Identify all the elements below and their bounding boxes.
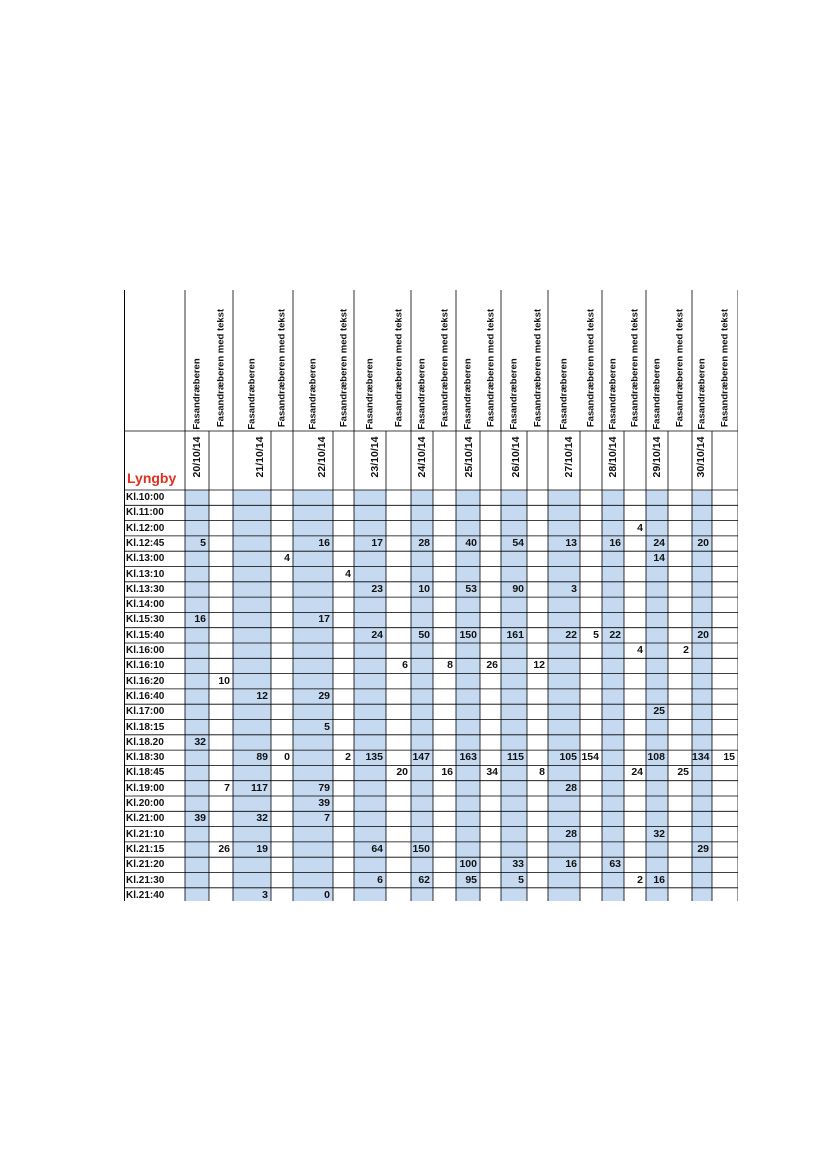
- column-date: 24/10/14: [416, 436, 428, 478]
- row-time-label: Kl.18:15: [126, 721, 165, 733]
- table-cell-value: 5: [200, 536, 206, 549]
- shaded-column: [501, 490, 527, 901]
- column-header-label: Fasandræberen med tekst: [393, 308, 404, 428]
- shaded-column: [411, 490, 433, 901]
- table-cell-value: 7: [224, 781, 230, 794]
- table-cell-value: 54: [512, 536, 524, 549]
- table-cell-value: 29: [318, 689, 330, 702]
- table-cell-value: 26: [486, 659, 498, 672]
- table-cell-value: 135: [365, 751, 383, 764]
- table-cell-value: 5: [518, 873, 524, 886]
- table-cell-value: 3: [571, 582, 577, 595]
- table-cell-value: 20: [697, 628, 709, 641]
- data-table: [124, 290, 738, 901]
- row-time-label: Kl.16:20: [126, 675, 165, 687]
- column-header-label: Fasandræberen: [307, 358, 319, 430]
- table-cell-value: 161: [506, 628, 524, 641]
- table-cell-value: 0: [324, 888, 330, 901]
- table-cell-value: 100: [459, 858, 477, 871]
- table-cell-value: 95: [465, 873, 477, 886]
- city-label: Lyngby: [127, 470, 177, 486]
- table-cell-value: 16: [609, 536, 621, 549]
- row-time-label: Kl.13:00: [126, 553, 165, 565]
- table-cell-value: 8: [447, 659, 453, 672]
- column-date: 28/10/14: [607, 436, 619, 478]
- column-header-label: Fasandræberen med tekst: [485, 308, 496, 428]
- table-cell-value: 16: [565, 858, 577, 871]
- table-cell-value: 20: [396, 766, 408, 779]
- table-cell-value: 16: [653, 873, 665, 886]
- table-cell-value: 10: [218, 674, 230, 687]
- table-cell-value: 3: [262, 888, 268, 901]
- row-time-label: Kl.15:30: [126, 614, 165, 626]
- row-time-label: Kl.20:00: [126, 798, 165, 809]
- table-cell-value: 19: [256, 842, 268, 855]
- row-time-label: Kl.16:10: [126, 660, 165, 672]
- column-header-label: Fasandræberen med tekst: [338, 308, 349, 428]
- row-time-label: Kl.11:00: [126, 507, 164, 519]
- column-date: 29/10/14: [651, 436, 663, 478]
- row-time-label: Kl.13:30: [126, 583, 165, 595]
- table-cell-value: 50: [418, 628, 430, 641]
- column-date: 26/10/14: [510, 436, 522, 478]
- table-cell-value: 2: [683, 644, 689, 656]
- row-time-label: Kl.13:10: [126, 568, 165, 580]
- table-cell-value: 7: [324, 812, 330, 825]
- table-cell-value: 63: [609, 858, 621, 871]
- column-date: 20/10/14: [191, 436, 203, 478]
- table-cell-value: 32: [194, 735, 206, 748]
- row-time-label: Kl.14:00: [126, 599, 165, 611]
- row-time-label: Kl.18.20: [126, 736, 164, 748]
- table-cell-value: 108: [647, 751, 665, 764]
- column-date: 23/10/14: [369, 436, 381, 478]
- table-cell-value: 90: [512, 582, 524, 595]
- row-time-label: Kl.18:30: [126, 752, 165, 764]
- table-cell-value: 6: [377, 873, 383, 886]
- table-cell-value: 115: [507, 751, 524, 764]
- table-cell-value: 62: [418, 873, 430, 886]
- row-time-label: Kl.17:00: [126, 706, 165, 718]
- table-cell-value: 33: [512, 858, 524, 871]
- table-cell-value: 17: [371, 536, 383, 549]
- table-cell-value: 8: [539, 766, 545, 779]
- column-header-label: Fasandræberen: [607, 358, 619, 430]
- table-cell-value: 12: [533, 659, 545, 672]
- column-header-label: Fasandræberen: [462, 358, 474, 430]
- column-header-label: Fasandræberen: [651, 358, 663, 430]
- table-cell-value: 25: [653, 705, 665, 718]
- table-cell-value: 2: [637, 873, 643, 886]
- column-date: 22/10/14: [316, 436, 328, 478]
- table-cell-value: 25: [677, 766, 689, 779]
- shaded-column: [602, 490, 624, 901]
- table-cell-value: 28: [418, 536, 430, 549]
- row-time-label: Kl.21:00: [126, 813, 165, 825]
- table-cell-value: 147: [412, 751, 430, 764]
- table-cell-value: 154: [581, 751, 599, 764]
- table-cell-value: 105: [559, 751, 577, 764]
- table-cell-value: 14: [653, 552, 665, 565]
- table-cell-value: 24: [631, 766, 643, 779]
- table-cell-value: 150: [459, 628, 477, 641]
- table-cell-value: 32: [256, 812, 268, 825]
- column-header-label: Fasandræberen: [508, 358, 520, 430]
- table-cell-value: 64: [371, 842, 383, 855]
- table-cell-value: 24: [371, 628, 383, 641]
- column-date: 30/10/14: [695, 436, 707, 478]
- table-cell-value: 23: [371, 582, 383, 595]
- shaded-column: [354, 490, 386, 901]
- column-header-label: Fasandræberen: [558, 358, 570, 430]
- row-time-label: Kl.10:00: [126, 492, 165, 503]
- table-cell-value: 34: [486, 766, 498, 779]
- table-cell-value: 163: [459, 751, 477, 764]
- table-cell-value: 5: [324, 720, 330, 733]
- row-time-label: Kl.21:30: [126, 874, 165, 886]
- table-cell-value: 10: [418, 582, 430, 595]
- table-cell-value: 22: [565, 628, 577, 641]
- table-cell-value: 16: [194, 613, 206, 626]
- table-cell-value: 26: [218, 842, 230, 855]
- row-time-label: Kl.16:40: [126, 690, 165, 702]
- row-time-label: Kl.18:45: [126, 767, 165, 779]
- column-date: 25/10/14: [463, 436, 475, 478]
- table-cell-value: 39: [194, 812, 206, 825]
- column-header-label: Fasandræberen med tekst: [276, 308, 288, 428]
- table-cell-value: 16: [441, 766, 453, 779]
- table-cell-value: 24: [653, 536, 665, 549]
- row-time-label: Kl.19:00: [126, 782, 165, 794]
- column-date: 27/10/14: [563, 436, 575, 478]
- shaded-column: [456, 490, 480, 901]
- column-header-label: Fasandræberen med tekst: [719, 308, 731, 428]
- table-cell-value: 28: [565, 781, 577, 794]
- column-header-label: Fasandræberen: [416, 358, 428, 430]
- table-cell-value: 28: [565, 827, 577, 840]
- table-cell-value: 79: [318, 781, 330, 794]
- table-cell-value: 4: [345, 567, 351, 580]
- table-cell-value: 15: [723, 751, 735, 764]
- shaded-column: [692, 490, 712, 901]
- column-header-label: Fasandræberen: [696, 358, 708, 430]
- table-cell-value: 29: [697, 842, 709, 855]
- table-cell-value: 40: [465, 536, 477, 549]
- table-cell-value: 16: [318, 536, 330, 549]
- column-header-label: Fasandræberen med tekst: [585, 308, 597, 428]
- table-cell-value: 2: [345, 751, 351, 764]
- column-header-label: Fasandræberen med tekst: [215, 308, 227, 428]
- table-cell-value: 117: [251, 781, 268, 794]
- table-cell-value: 53: [465, 582, 477, 595]
- row-time-label: Kl.21:20: [126, 859, 165, 871]
- column-header-label: Fasandræberen med tekst: [532, 308, 543, 428]
- table-cell-value: 4: [637, 644, 643, 656]
- table-cell-value: 89: [256, 751, 268, 764]
- table-cell-value: 22: [609, 628, 621, 641]
- table-cell-value: 134: [692, 751, 710, 764]
- column-header-label: Fasandræberen med tekst: [674, 308, 686, 428]
- row-time-label: Kl.16:00: [126, 645, 165, 656]
- table-cell-value: 0: [284, 751, 290, 764]
- table-cell-value: 4: [284, 552, 290, 565]
- column-header-label: Fasandræberen: [191, 358, 203, 430]
- column-header-label: Fasandræberen: [364, 358, 376, 430]
- table-cell-value: 150: [412, 842, 430, 855]
- table-cell-value: 39: [318, 797, 330, 809]
- column-date: 21/10/14: [254, 436, 266, 478]
- row-time-label: Kl.21:40: [126, 889, 165, 901]
- row-time-label: Kl.21:10: [126, 828, 165, 840]
- column-header-label: Fasandræberen med tekst: [439, 308, 450, 428]
- table-cell-value: 13: [565, 536, 577, 549]
- shaded-column: [185, 490, 209, 901]
- table-cell-value: 20: [697, 536, 709, 549]
- table-cell-value: 6: [402, 659, 408, 672]
- table-cell-value: 32: [653, 827, 665, 840]
- row-time-label: Kl.12:00: [126, 522, 165, 534]
- column-header-label: Fasandræberen: [246, 358, 258, 430]
- row-time-label: Kl.21:15: [126, 843, 165, 855]
- column-header-label: Fasandræberen med tekst: [629, 308, 641, 428]
- table-cell-value: 5: [593, 628, 599, 641]
- row-time-label: Kl.15:40: [126, 629, 165, 641]
- row-time-label: Kl.12:45: [126, 537, 165, 549]
- table-cell-value: 12: [256, 689, 268, 702]
- table-cell-value: 17: [318, 613, 330, 626]
- table-cell-value: 4: [637, 521, 643, 534]
